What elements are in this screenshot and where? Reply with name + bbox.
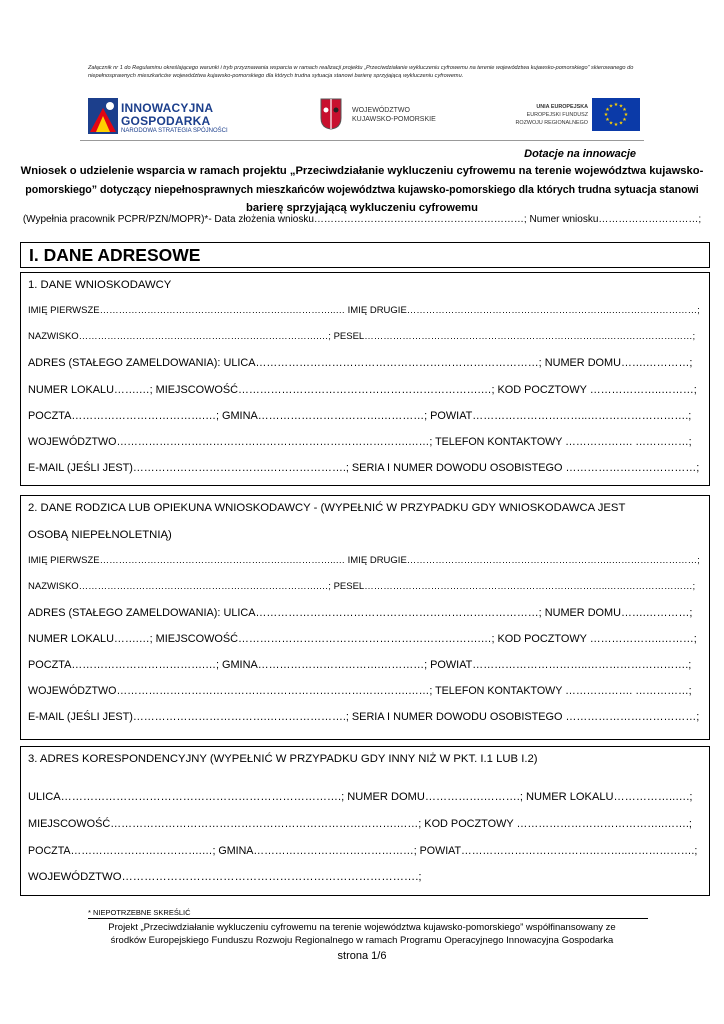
svg-text:★: ★ xyxy=(623,112,629,118)
applicant-post-field[interactable]: POCZTA……………………………….…; GMINA…………………………….…………; POWIAT…………………………..……………………….; xyxy=(28,410,692,422)
page-number: strona 1/6 xyxy=(337,950,387,962)
attachment-note: Załącznik nr 1 do Regulaminu określającego warunki i tryb przyznawania wsparcia w ramach realizacji projektu „Przeciwdziałanie wykluczeniu cyfrowemu na terenie województwa kujawsko-pomorskiego” skierowanego do niepełnosprawnych mieszkańców województwa kujawsko-pomorskiego dla których trudna sytuacja stanowi barierę sprzyjającą wykluczeniu cyfrowemu. xyxy=(88,65,634,79)
applicant-data-box xyxy=(20,272,710,486)
applicant-surname-pesel-field[interactable]: NAZWISKO………………………………………………………………….…; PESEL…………………………………………………………………..………………………; xyxy=(28,331,696,342)
footnote: * NIEPOTRZEBNE SKREŚLIĆ xyxy=(88,908,648,919)
office-fill-line[interactable]: (Wypełnia pracownik PCPR/PZN/MOPR)*- Data złożenia wniosku………………………………………………………; Numer wniosku…………………………; xyxy=(22,214,702,225)
guardian-data-box xyxy=(20,495,710,740)
guardian-voivodeship-field[interactable]: WOJEWÓDZTWO……………………………………………………………………….……; TELEFON KONTAKTOWY ………………. ……………; xyxy=(28,685,692,697)
footer-line1: Projekt „Przeciwdziałanie wykluczeniu cyfrowemu na terenie województwa kujawsko-pomorskiego” współfinansowany ze xyxy=(108,922,616,933)
ig-title-line2: GOSPODARKA xyxy=(121,114,211,128)
correspondence-post-field[interactable]: POCZTA……………………………….…; GMINA………………………………………; POWIAT………………………………………..……………….; xyxy=(28,845,698,857)
svg-text:★: ★ xyxy=(608,120,614,127)
correspondence-address-box xyxy=(20,746,710,896)
applicant-city-field[interactable]: NUMER LOKALU…….…; MIEJSCOWOŚĆ………………………………………………………….…; KOD POCZTOWY ………………..………; xyxy=(28,384,697,396)
applicant-first-names-field[interactable]: IMIĘ PIERWSZE…………………………………………………….…………..… IMIĘ DRUGIE………………………………………………………..………………………; xyxy=(28,305,700,316)
eu-logo xyxy=(508,98,640,134)
correspondence-street-field[interactable]: ULICA………………………………………………………………….; NUMER DOMU…………….……….; NUMER LOKALU……………..….; xyxy=(28,791,693,803)
form-heading xyxy=(20,162,704,218)
svg-text:★: ★ xyxy=(605,117,610,123)
svg-text:★: ★ xyxy=(618,103,624,110)
eu-line3: ROZWOJU REGIONALNEGO xyxy=(515,120,588,126)
svg-text:★: ★ xyxy=(618,120,624,127)
guardian-surname-pesel-field[interactable]: NAZWISKO………………………………………………………………….…; PESEL…………………………………………………………………..………………………; xyxy=(28,581,696,592)
guardian-title-line2: OSOBĄ NIEPEŁNOLETNIĄ) xyxy=(28,529,172,541)
kp-line2: KUJAWSKO-POMORSKIE xyxy=(352,116,436,123)
svg-text:★: ★ xyxy=(603,112,609,118)
heading-line1: Wniosek o udzielenie wsparcia w ramach projektu „Przeciwdziałanie wykluczeniu cyfrowemu na terenie województwa kujawsko- xyxy=(20,165,704,177)
guardian-post-field[interactable]: POCZTA……………………………….…; GMINA…………………………….…………; POWIAT…………………………..……………………….; xyxy=(28,659,692,671)
svg-text:★: ★ xyxy=(622,107,627,113)
guardian-street-field[interactable]: ADRES (STAŁEGO ZAMELDOWANIA): ULICA……………………………………………………………………; NUMER DOMU…….…………; xyxy=(28,607,693,619)
correspondence-voivodeship-field[interactable]: WOJEWÓDZTWO…………………………………………………………………….; xyxy=(28,871,422,883)
coat-of-arms-icon xyxy=(320,98,342,130)
footer-line2: środków Europejskiego Funduszu Rozwoju Regionalnego w ramach Programu Operacyjnego Innowacyjna Gospodarka xyxy=(110,935,614,946)
ig-title-line1: INNOWACYJNA xyxy=(121,101,214,115)
logo-bar xyxy=(88,96,640,138)
svg-text:★: ★ xyxy=(605,107,610,113)
eu-line1: UNIA EUROPEJSKA xyxy=(536,104,588,110)
section-title: I. DANE ADRESOWE xyxy=(20,242,710,268)
guardian-title-line1: 2. DANE RODZICA LUB OPIEKUNA WNIOSKODAWCY - (WYPEŁNIĆ W PRZYPADKU GDY WNIOSKODAWCA JEST xyxy=(28,502,626,514)
svg-text:★: ★ xyxy=(613,122,619,128)
heading-line2: pomorskiego” dotyczący niepełnosprawnych mieszkańców województwa kujawsko-pomorskiego dla których trudna sytuacja stanowi xyxy=(25,183,699,196)
svg-text:★: ★ xyxy=(608,103,614,110)
eu-line2: EUROPEJSKI FUNDUSZ xyxy=(526,112,588,118)
heading-line3: barierę sprzyjającą wykluczeniu cyfrowemu xyxy=(246,202,478,214)
guardian-city-field[interactable]: NUMER LOKALU…….…; MIEJSCOWOŚĆ………………………………………………………….…; KOD POCZTOWY ………………..………; xyxy=(28,633,697,645)
applicant-street-field[interactable]: ADRES (STAŁEGO ZAMELDOWANIA): ULICA……………………………………………………………………; NUMER DOMU…….…………; xyxy=(28,357,693,369)
program-title: Dotacje na innowacje xyxy=(524,148,636,160)
applicant-email-field[interactable]: E-MAIL (JEŚLI JEST)……………………………….………………….; SERIA I NUMER DOWODU OSOBISTEGO ………………………………; xyxy=(28,462,700,474)
innowacyjna-gospodarka-logo xyxy=(88,98,260,136)
kujawsko-pomorskie-logo xyxy=(320,98,460,134)
eu-flag-icon xyxy=(592,98,640,131)
page-footer xyxy=(20,921,704,947)
innowacyjna-gospodarka-icon xyxy=(88,98,118,134)
guardian-first-names-field[interactable]: IMIĘ PIERWSZE…………………………………………………….…………..… IMIĘ DRUGIE………………………………………………………..………………………; xyxy=(28,555,700,566)
ig-subtitle: NARODOWA STRATEGIA SPÓJNOŚCI xyxy=(121,128,228,134)
correspondence-city-field[interactable]: MIEJSCOWOŚĆ…………………………………………………………………….……; KOD POCZTOWY …………………………………..…….; xyxy=(28,818,692,830)
svg-text:★: ★ xyxy=(613,102,619,108)
svg-text:★: ★ xyxy=(622,117,627,123)
applicant-voivodeship-field[interactable]: WOJEWÓDZTWO……………………………………………………………………….……; TELEFON KONTAKTOWY ………………. ……………; xyxy=(28,436,692,448)
guardian-email-field[interactable]: E-MAIL (JEŚLI JEST)……………………………….………………….; SERIA I NUMER DOWODU OSOBISTEGO ………………………………; xyxy=(28,711,700,723)
header-divider xyxy=(80,140,644,141)
correspondence-title: 3. ADRES KORESPONDENCYJNY (WYPEŁNIĆ W PRZYPADKU GDY INNY NIŻ W PKT. I.1 LUB I.2) xyxy=(28,753,538,765)
kp-line1: WOJEWÓDZTWO xyxy=(352,107,410,114)
applicant-title: 1. DANE WNIOSKODAWCY xyxy=(28,279,172,291)
